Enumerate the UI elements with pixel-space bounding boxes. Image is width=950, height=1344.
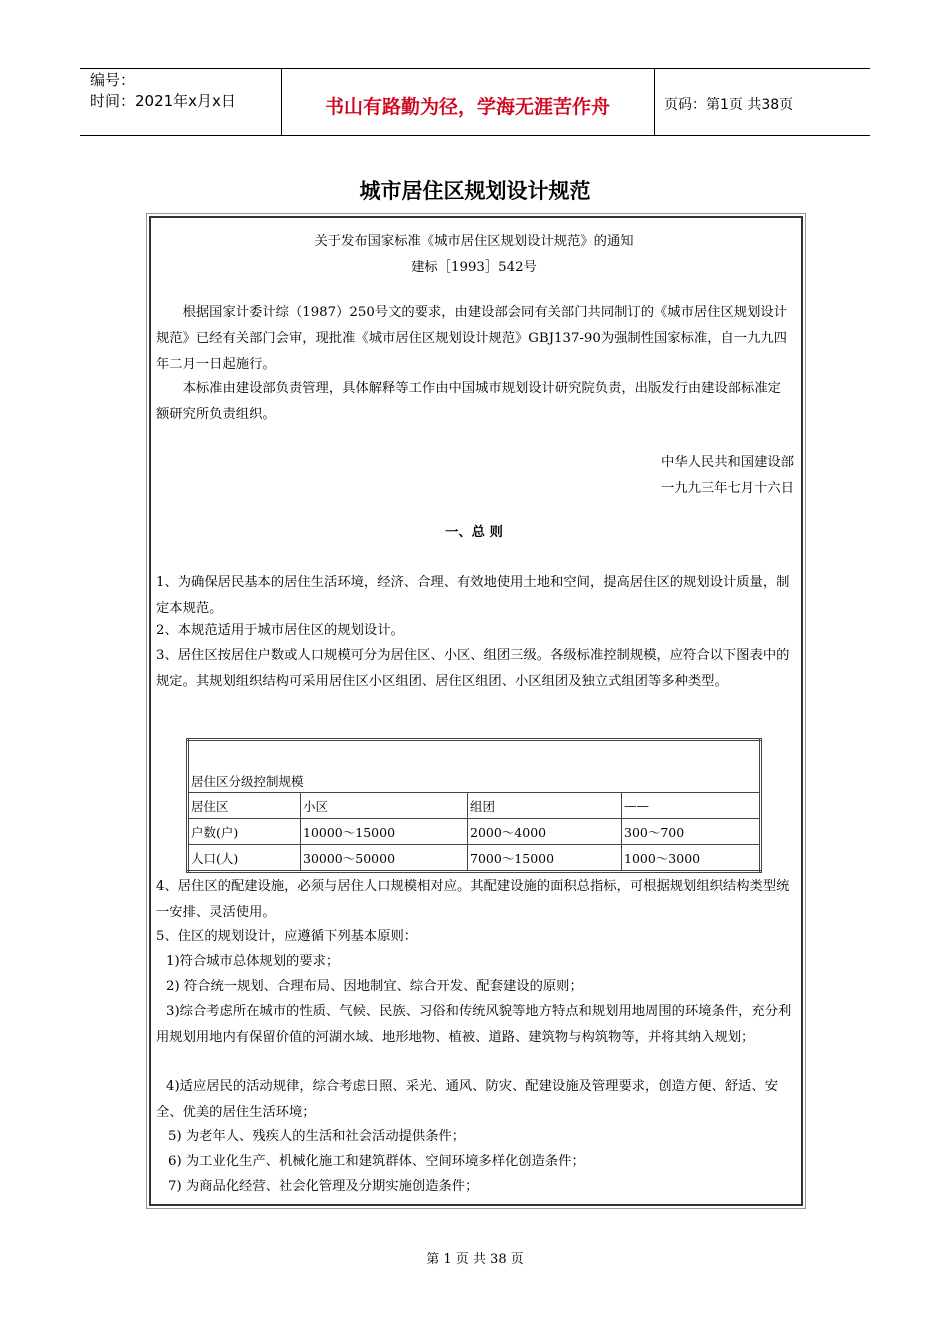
principle-text: 3)综合考虑所在城市的性质、气候、民族、习俗和传统风貌等地方特点和规划用地周围的环境条件，充分利用规划用地内有保留价值的河湖水域、地形地物、植被、道路、建筑物与构筑物等，并将其纳入规划； bbox=[156, 1004, 792, 1045]
notice-issuer: 中华人民共和国建设部 bbox=[661, 455, 794, 470]
principle-text: 4)适应居民的活动规律，综合考虑日照、采光、通风、防灾、配建设施及管理要求，创造方便、舒适、安全、优美的居住生活环境； bbox=[156, 1079, 779, 1120]
notice-doc-number: 建标［1993］542号 bbox=[411, 260, 537, 275]
header-motto: 书山有路勤为径，学海无涯苦作舟 bbox=[324, 96, 610, 118]
document-number-label: 编号： bbox=[90, 71, 136, 89]
table-cell: 户数(户) bbox=[188, 819, 301, 845]
principle-item: 7) 为商品化经营、社会化管理及分期实施创造条件； bbox=[168, 1179, 479, 1194]
clause-item: 3、居住区按居住户数或人口规模可分为居住区、小区、组团三级。各级标准控制规模，应符合以下图表中的规定。其规划组织结构可采用居住区小区组团、居住区组团、小区组团及独立式组团等多种类型。 bbox=[156, 648, 790, 689]
table-cell: 30000～50000 bbox=[301, 845, 468, 872]
notice-paragraph: 本标准由建设部负责管理，具体解释等工作由中国城市规划设计研究院负责，出版发行由建设部标准定额研究所负责组织。 bbox=[156, 381, 781, 422]
notice-heading: 关于发布国家标准《城市居住区规划设计规范》的通知 bbox=[314, 234, 634, 249]
principle-item bbox=[156, 999, 792, 1051]
principle-item: 1)符合城市总体规划的要求； bbox=[166, 954, 340, 969]
table-cell: 300～700 bbox=[622, 819, 761, 845]
table-row bbox=[188, 793, 761, 819]
notice-paragraph: 根据国家计委计综（1987）250号文的要求，由建设部会同有关部门共同制订的《城市居住区规划设计规范》已经有关部门会审，现批准《城市居住区规划设计规范》GBJ137-90为强制性国家标准，自一九九四年二月一日起施行。 bbox=[156, 305, 787, 372]
principle-item: 6) 为工业化生产、机械化施工和建筑群体、空间环境多样化创造条件； bbox=[168, 1154, 585, 1169]
table-cell: 1000～3000 bbox=[622, 845, 761, 872]
table-cell: 居住区 bbox=[188, 793, 301, 819]
table-cell: 小区 bbox=[301, 793, 468, 819]
section-heading: 一、总 则 bbox=[445, 525, 503, 540]
table-cell: —— bbox=[622, 793, 761, 819]
table-cell: 人口(人) bbox=[188, 845, 301, 872]
header-bottom-rule bbox=[80, 135, 870, 136]
document-title: 城市居住区规划设计规范 bbox=[359, 179, 591, 203]
table-row bbox=[188, 819, 761, 845]
clause-item: 5、住区的规划设计，应遵循下列基本原则： bbox=[156, 929, 418, 944]
table-row bbox=[188, 845, 761, 872]
page-footer: 第 1 页 共 38 页 bbox=[426, 1252, 524, 1267]
table-cell: 10000～15000 bbox=[301, 819, 468, 845]
header-top-rule bbox=[80, 68, 870, 69]
table-cell: 组团 bbox=[468, 793, 622, 819]
document-time-label: 时间：2021年x月x日 bbox=[90, 92, 236, 110]
table-cell: 2000～4000 bbox=[468, 819, 622, 845]
principle-item bbox=[156, 1074, 792, 1126]
clause-item: 2、本规范适用于城市居住区的规划设计。 bbox=[156, 623, 404, 638]
clause-item: 4、居住区的配建设施，必须与居住人口规模相对应。其配建设施的面积总指标，可根据规划组织结构类型统一安排、灵活使用。 bbox=[156, 879, 790, 920]
table-caption-row bbox=[188, 740, 761, 793]
header-divider bbox=[654, 68, 655, 135]
header-meta bbox=[90, 70, 236, 112]
scale-control-table bbox=[186, 738, 762, 873]
clause-item: 1、为确保居民基本的居住生活环境，经济、合理、有效地使用土地和空间，提高居住区的规划设计质量，制定本规范。 bbox=[156, 575, 790, 616]
notice-date: 一九九三年七月十六日 bbox=[661, 481, 794, 496]
table-caption: 居住区分级控制规模 bbox=[188, 740, 761, 793]
table-cell: 7000～15000 bbox=[468, 845, 622, 872]
principle-item: 5) 为老年人、残疾人的生活和社会活动提供条件； bbox=[168, 1129, 466, 1144]
principle-item: 2) 符合统一规划、合理布局、因地制宜、综合开发、配套建设的原则； bbox=[166, 979, 583, 994]
header-page-code: 页码：第1页 共38页 bbox=[664, 97, 794, 113]
